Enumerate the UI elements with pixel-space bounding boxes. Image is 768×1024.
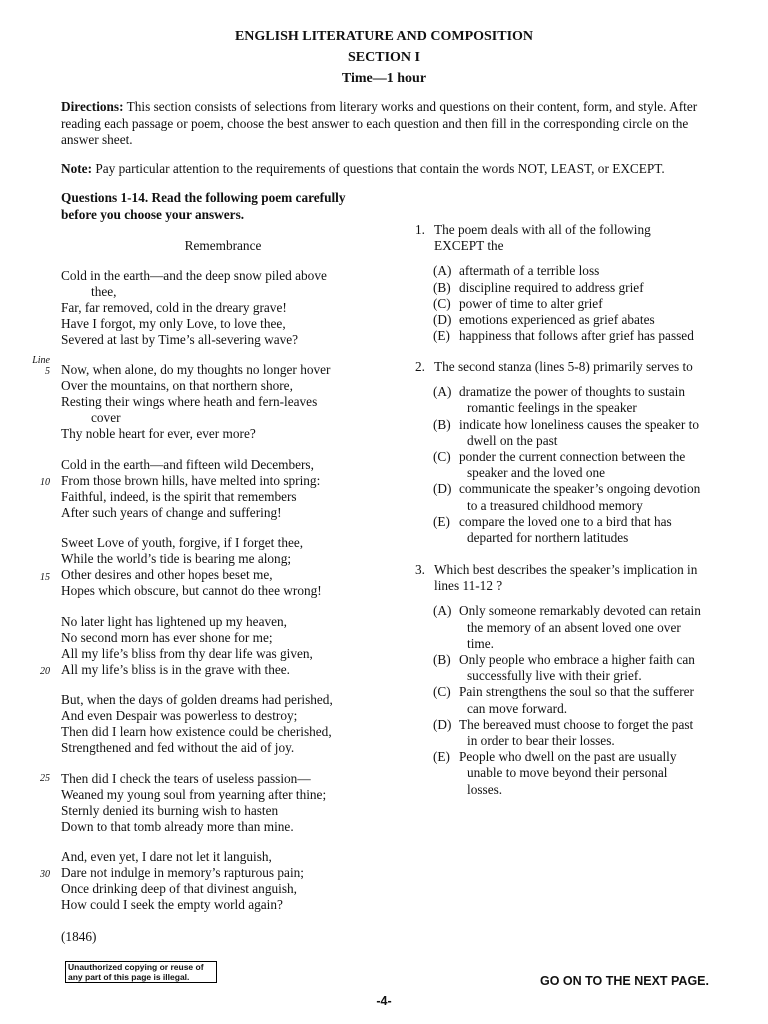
poem-line: All my life’s bliss from thy dear life was given,: [61, 646, 313, 661]
option-text-continued: the memory of an absent loved one over: [467, 619, 681, 635]
note: [61, 161, 711, 178]
option-text-continued: departed for northern latitudes: [467, 530, 629, 546]
option-letter: (D): [433, 716, 452, 732]
time-limit: Time—1 hour: [341, 71, 427, 86]
question-stem: Which best describes the speaker’s implication in: [434, 562, 698, 577]
poem-line: While the world’s tide is bearing me along;: [61, 551, 292, 566]
poem-line: All my life’s bliss is in the grave with thee.: [61, 662, 290, 677]
question-2: [415, 359, 725, 546]
note-label: Note:: [61, 161, 93, 176]
answer-option: [433, 312, 725, 328]
poem-line: Thy noble heart for ever, ever more?: [61, 426, 256, 441]
option-text-continued: in order to bear their losses.: [467, 733, 615, 749]
question-number: 3.: [415, 562, 425, 577]
option-text: emotions experienced as grief abates: [459, 312, 655, 328]
poem-line: How could I seek the empty world again?: [61, 897, 283, 912]
notice-line: Unauthorized copying or reuse of: [68, 962, 204, 972]
line-number: 10: [40, 477, 50, 488]
poem-line: From those brown hills, have melted into spring:: [61, 473, 321, 488]
poem-line: Hopes which obscure, but cannot do thee wrong!: [61, 583, 322, 598]
poem-line: Down to that tomb already more than mine.: [61, 819, 294, 834]
option-letter: (C): [433, 295, 451, 311]
note-text: Pay particular attention to the requirements of questions that contain the words NOT, LEAST, or EXCEPT.: [92, 161, 665, 176]
question-1: [415, 222, 725, 344]
poem-line: No later light has lightened up my heaven,: [61, 614, 287, 629]
option-text-continued: romantic feelings in the speaker: [467, 400, 637, 416]
option-letter: (D): [433, 312, 452, 328]
poem-line: And, even yet, I dare not let it languish,: [61, 849, 272, 864]
option-letter: (D): [433, 481, 452, 497]
poem-line: Sweet Love of youth, forgive, if I forget thee,: [61, 535, 304, 550]
go-on-notice: GO ON TO THE NEXT PAGE.: [539, 974, 709, 988]
poem-date: (1846): [61, 929, 97, 944]
answer-option: [433, 449, 725, 481]
option-letter: (B): [433, 652, 451, 668]
option-text: communicate the speaker’s ongoing devotion: [459, 481, 701, 497]
directions-text: This section consists of selections from literary works and questions on their content, form, and style. After reading each passage or poem, choose the best answer to each question and then fill in the corresponding circle on the answer sheet.: [61, 99, 698, 147]
option-text: Only someone remarkably devoted can retain: [459, 603, 701, 619]
option-text: power of time to alter grief: [459, 295, 603, 311]
option-text: ponder the current connection between the: [459, 449, 686, 465]
question-stem: The second stanza (lines 5-8) primarily serves to: [434, 359, 693, 374]
poem-line: Resting their wings where heath and fern-leaves: [61, 394, 318, 409]
notice-line: any part of this page is illegal.: [68, 972, 190, 982]
option-letter: (B): [433, 416, 451, 432]
option-text: compare the loved one to a bird that has: [459, 513, 672, 529]
option-text-continued: speaker and the loved one: [467, 465, 606, 481]
poem-line: Weaned my young soul from yearning after thine;: [61, 787, 327, 802]
option-letter: (A): [433, 384, 452, 400]
poem-line: Severed at last by Time’s all-severing wave?: [61, 332, 299, 347]
question-stem: The poem deals with all of the following: [434, 222, 651, 237]
question-number: 2.: [415, 359, 425, 374]
question-3: [415, 562, 725, 798]
answer-option: [433, 417, 725, 449]
poem-line: Then did I learn how existence could be cherished,: [61, 724, 332, 739]
poem-line: After such years of change and suffering!: [61, 505, 282, 520]
poem-line: thee,: [91, 284, 117, 299]
option-text: discipline required to address grief: [459, 279, 644, 295]
poem-line: No second morn has ever shone for me;: [61, 630, 273, 645]
option-text: The bereaved must choose to forget the past: [459, 716, 694, 732]
poem-line: Other desires and other hopes beset me,: [61, 567, 273, 582]
poem-title: Remembrance: [184, 238, 262, 253]
poem-line: Then did I check the tears of useless passion—: [61, 771, 311, 786]
answer-option: [433, 280, 725, 296]
poem-line: Over the mountains, on that northern shore,: [61, 378, 293, 393]
question-stem: lines 11-12 ?: [434, 578, 503, 594]
poem-line: Cold in the earth—and the deep snow piled above: [61, 268, 327, 283]
poem-line: Now, when alone, do my thoughts no longer hover: [61, 362, 331, 377]
answer-option: [433, 384, 725, 416]
poem-line: Dare not indulge in memory’s rapturous pain;: [61, 865, 304, 880]
option-letter: (E): [433, 749, 450, 765]
option-text-continued: unable to move beyond their personal: [467, 765, 668, 781]
option-text: aftermath of a terrible loss: [459, 263, 600, 279]
answer-option: [433, 749, 725, 798]
option-text-continued: successfully live with their grief.: [467, 668, 642, 684]
answer-option: [433, 296, 725, 312]
line-number: 20: [40, 666, 50, 677]
poem-line: Strengthened and fed without the aid of joy.: [61, 740, 295, 755]
answer-option: [433, 684, 725, 716]
poem-line: But, when the days of golden dreams had perished,: [61, 692, 333, 707]
answer-option: [433, 328, 725, 344]
poem-line: Faithful, indeed, is the spirit that remembers: [61, 489, 297, 504]
question-number: 1.: [415, 222, 425, 237]
option-text: Only people who embrace a higher faith can: [459, 652, 695, 668]
answer-option: [433, 717, 725, 749]
answer-option: [433, 603, 725, 652]
section-heading: SECTION I: [348, 50, 420, 65]
option-text: Pain strengthens the soul so that the sufferer: [459, 684, 694, 700]
option-text-continued: losses.: [467, 781, 503, 797]
poem-line: And even Despair was powerless to destroy;: [61, 708, 298, 723]
directions: [61, 99, 711, 149]
line-number: 5: [45, 366, 50, 377]
instruction-line-1: Questions 1-14. Read the following poem carefully: [61, 190, 346, 205]
option-text-continued: can move forward.: [467, 700, 568, 716]
option-letter: (A): [433, 603, 452, 619]
option-text-continued: dwell on the past: [467, 432, 558, 448]
directions-label: Directions:: [61, 99, 124, 114]
copyright-notice: [65, 961, 217, 983]
option-text: happiness that follows after grief has passed: [459, 328, 694, 344]
poem-line: Have I forgot, my only Love, to love thee,: [61, 316, 286, 331]
option-text: People who dwell on the past are usually: [459, 749, 677, 765]
option-letter: (B): [433, 279, 451, 295]
option-text: indicate how loneliness causes the speaker to: [459, 416, 700, 432]
option-text-continued: time.: [467, 635, 494, 651]
line-number: 30: [40, 869, 50, 880]
answer-option: [433, 481, 725, 513]
option-letter: (C): [433, 449, 451, 465]
option-letter: (A): [433, 263, 452, 279]
line-number: 25: [40, 773, 50, 784]
instruction-line-2: before you choose your answers.: [61, 207, 245, 222]
option-text-continued: to a treasured childhood memory: [467, 497, 643, 513]
poem-line: Sternly denied its burning wish to hasten: [61, 803, 279, 818]
poem-line: Far, far removed, cold in the dreary grave!: [61, 300, 287, 315]
poem-line: cover: [91, 410, 121, 425]
poem-line: Once drinking deep of that divinest anguish,: [61, 881, 297, 896]
question-stem: EXCEPT the: [434, 238, 504, 254]
option-text: dramatize the power of thoughts to sustain: [459, 384, 685, 400]
option-letter: (C): [433, 684, 451, 700]
poem-line: Cold in the earth—and fifteen wild Decembers,: [61, 457, 314, 472]
page-title: ENGLISH LITERATURE AND COMPOSITION: [234, 29, 534, 44]
page-number: -4-: [376, 994, 392, 1008]
option-letter: (E): [433, 328, 450, 344]
answer-option: [433, 652, 725, 684]
line-number: 15: [40, 572, 50, 583]
option-letter: (E): [433, 513, 450, 529]
answer-option: [433, 514, 725, 546]
line-label: Line: [32, 355, 50, 366]
answer-option: [433, 263, 725, 279]
question-instruction: [61, 189, 346, 223]
